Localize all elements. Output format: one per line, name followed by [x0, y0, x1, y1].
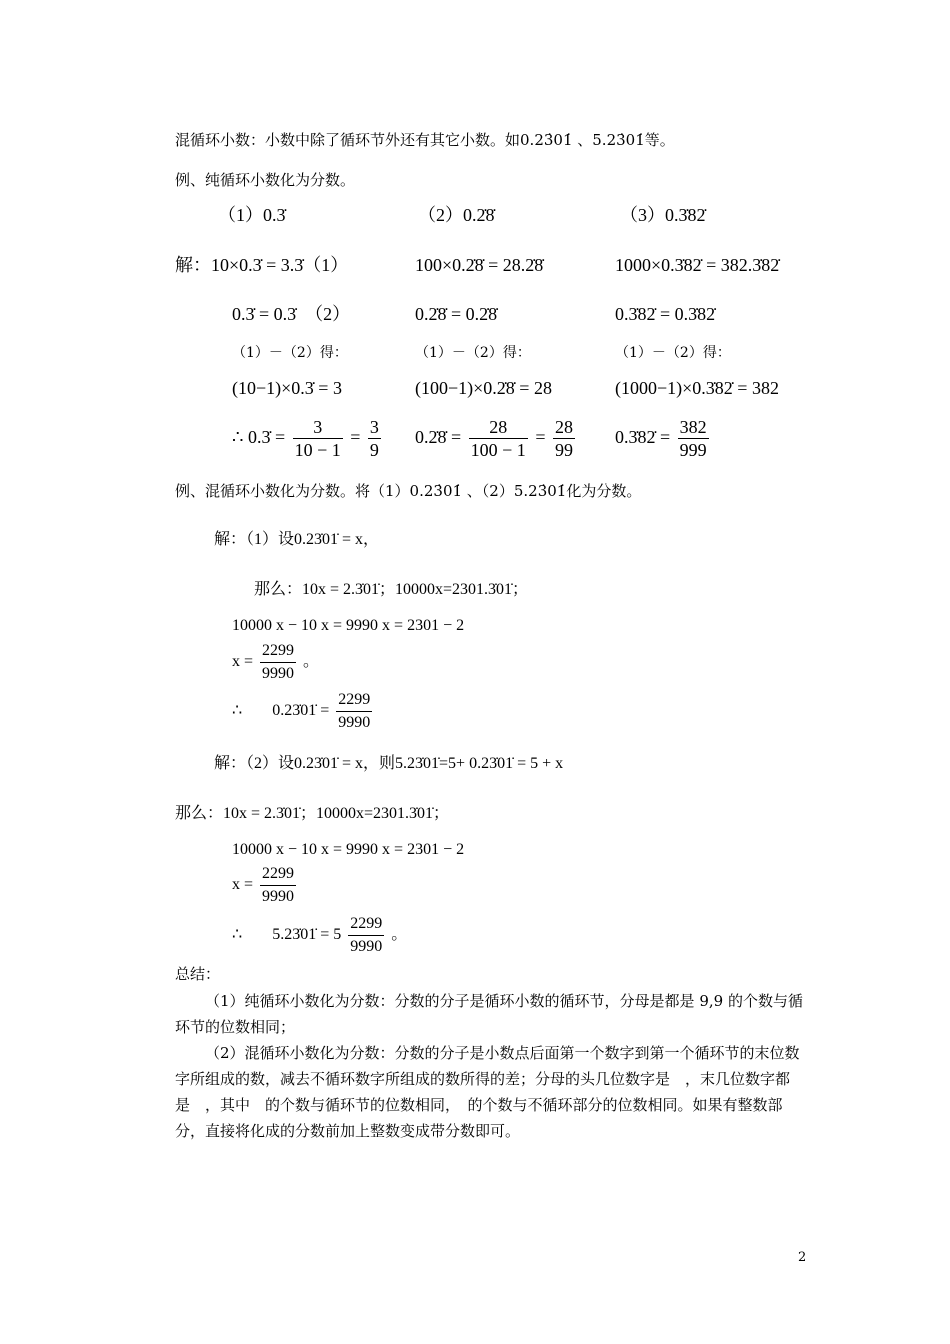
- sol1-col3-line4: (1000−1)×0.3̇82̇ = 382: [615, 378, 779, 398]
- sol2-line1: 解：（1）设0.23̇01̇ = x，: [214, 531, 380, 548]
- sol3-line2: 那么：10x = 2.3̇01̇；10000x=2301.3̇01̇；: [175, 805, 450, 822]
- sol3-line1: 解：（2）设0.23̇01̇ = x，则5.23̇01̇=5+ 0.23̇01̇ = 5 + x: [214, 755, 564, 772]
- sol3-result-suffix: 。: [391, 926, 408, 943]
- therefore-symbol: ∴: [232, 702, 243, 719]
- sol1-col3-line1: 1000×0.3̇82̇ = 382.3̇82̇: [615, 255, 780, 275]
- sol1-col2-line2: 0.2̇8̇ = 0.2̇8̇: [415, 304, 498, 324]
- numerator: 2299: [260, 641, 296, 663]
- sol3-result-prefix: 5.23̇01̇ = 5: [272, 926, 342, 943]
- sol1-col1-line2: 0.3̇ = 0.3̇ （2）: [232, 304, 351, 324]
- summary-paragraph-1: （1）纯循环小数化为分数：分数的分子是循环小数的循环节，分母是都是 9,9 的个数与循环节的位数相同；: [175, 992, 803, 1036]
- sol1-col1-fraction-row: [232, 415, 384, 460]
- sol3-x-prefix: x =: [232, 876, 254, 893]
- sol1-col2-fraction-1: [469, 417, 528, 460]
- sol2-line2: 那么：10x = 2.3̇01̇；10000x=2301.3̇01̇；: [254, 581, 529, 598]
- sol2-x-suffix: 。: [303, 653, 320, 670]
- sol1-col1-fraction-1: [293, 417, 343, 460]
- denominator: 9990: [338, 713, 371, 731]
- sol1-col1-sub-label: （1）－（2）得：: [232, 345, 348, 361]
- sol1-col1-frac-prefix: ∴ 0.3̇ =: [232, 427, 286, 447]
- sol1-col2-fraction-2: [553, 417, 575, 460]
- denominator: 9990: [262, 887, 295, 905]
- numerator: 2299: [260, 864, 296, 886]
- sol1-col3-fraction-row: [615, 415, 712, 460]
- numerator: 2299: [348, 914, 384, 936]
- sol1-col2-line4: (100−1)×0.2̇8̇ = 28: [415, 378, 552, 398]
- numerator: 3: [293, 417, 343, 439]
- sol1-col2-sub-label: （1）－（2）得：: [415, 345, 531, 361]
- sol2-result-fraction: [336, 690, 372, 733]
- sol1-col2-fraction-row: [415, 415, 578, 460]
- problem-1: （1）0.3̇: [218, 205, 286, 225]
- sol1-col1-line1: 解：10×0.3̇ = 3.3̇（1）: [175, 255, 349, 275]
- denominator: 999: [679, 440, 707, 461]
- numerator: 382: [679, 417, 707, 438]
- denominator: 9: [369, 440, 379, 461]
- sol3-result-fraction: [348, 914, 384, 957]
- summary-paragraph-2: （2）混循环小数化为分数：分数的分子是小数点后面第一个数字到第一个循环节的末位数字所组成的数，减去不循环数字所组成的数所得的差；分母的头几位数字是 ，末几位数字都是 ，其中 的个数与循环节的位数相同， 的个数与不循环部分的位数相同。如果有整数部分，直接将化成的分数前加上整数变成带分数即可。: [175, 1044, 800, 1140]
- sol1-col3-line2: 0.3̇82̇ = 0.3̇82̇: [615, 304, 716, 324]
- denominator: 100 − 1: [470, 440, 526, 461]
- denominator: 10 − 1: [294, 440, 341, 461]
- sol2-x-prefix: x =: [232, 653, 254, 670]
- intro-line-2: 例、纯循环小数化为分数。: [175, 171, 356, 189]
- sol2-result-prefix: 0.23̇01̇ =: [272, 702, 330, 719]
- sol1-col3-fraction: [678, 417, 709, 460]
- numerator: 28: [554, 417, 573, 438]
- sol1-col3-sub-label: （1）－（2）得：: [615, 345, 731, 361]
- problem-3: （3）0.3̇82̇: [620, 205, 706, 225]
- numerator: 28: [469, 417, 528, 439]
- sol2-line3: 10000 x − 10 x = 9990 x = 2301 − 2: [232, 617, 465, 634]
- problem-2: （2）0.2̇8̇: [418, 205, 495, 225]
- intro-line-1: 混循环小数：小数中除了循环节外还有其它小数。如0.23̇01̇ 、5.23̇01̇等。: [175, 131, 675, 149]
- sol1-col2-frac-prefix: 0.2̇8̇ =: [415, 427, 462, 447]
- sol2-x-fraction: [260, 641, 296, 684]
- sol3-line3: 10000 x − 10 x = 9990 x = 2301 − 2: [232, 841, 465, 858]
- sol3-x-fraction: [260, 864, 296, 907]
- example2-title: 例、混循环小数化为分数。将（1）0.23̇01̇ 、（2）5.23̇01̇化为分数。: [175, 482, 642, 500]
- page-number: 2: [798, 1250, 807, 1265]
- sol2-result-row: [232, 689, 375, 733]
- numerator: 2299: [336, 690, 372, 712]
- sol3-result-row: [232, 913, 407, 957]
- sol3-x-row: [232, 863, 299, 907]
- summary-title: 总结：: [175, 965, 221, 983]
- sol1-col2-line1: 100×0.2̇8̇ = 28.2̇8̇: [415, 255, 544, 275]
- therefore-symbol: ∴: [232, 926, 243, 943]
- denominator: 9990: [262, 664, 295, 682]
- sol1-col1-fraction-2: [368, 417, 381, 460]
- sol1-col3-frac-prefix: 0.3̇82̇ =: [615, 427, 671, 447]
- sol1-col1-line4: (10−1)×0.3̇ = 3: [232, 378, 342, 398]
- equals-sign: =: [535, 427, 546, 447]
- denominator: 99: [554, 440, 573, 461]
- equals-sign: =: [350, 427, 361, 447]
- numerator: 3: [369, 417, 379, 438]
- sol2-x-row: [232, 640, 319, 684]
- denominator: 9990: [350, 937, 383, 955]
